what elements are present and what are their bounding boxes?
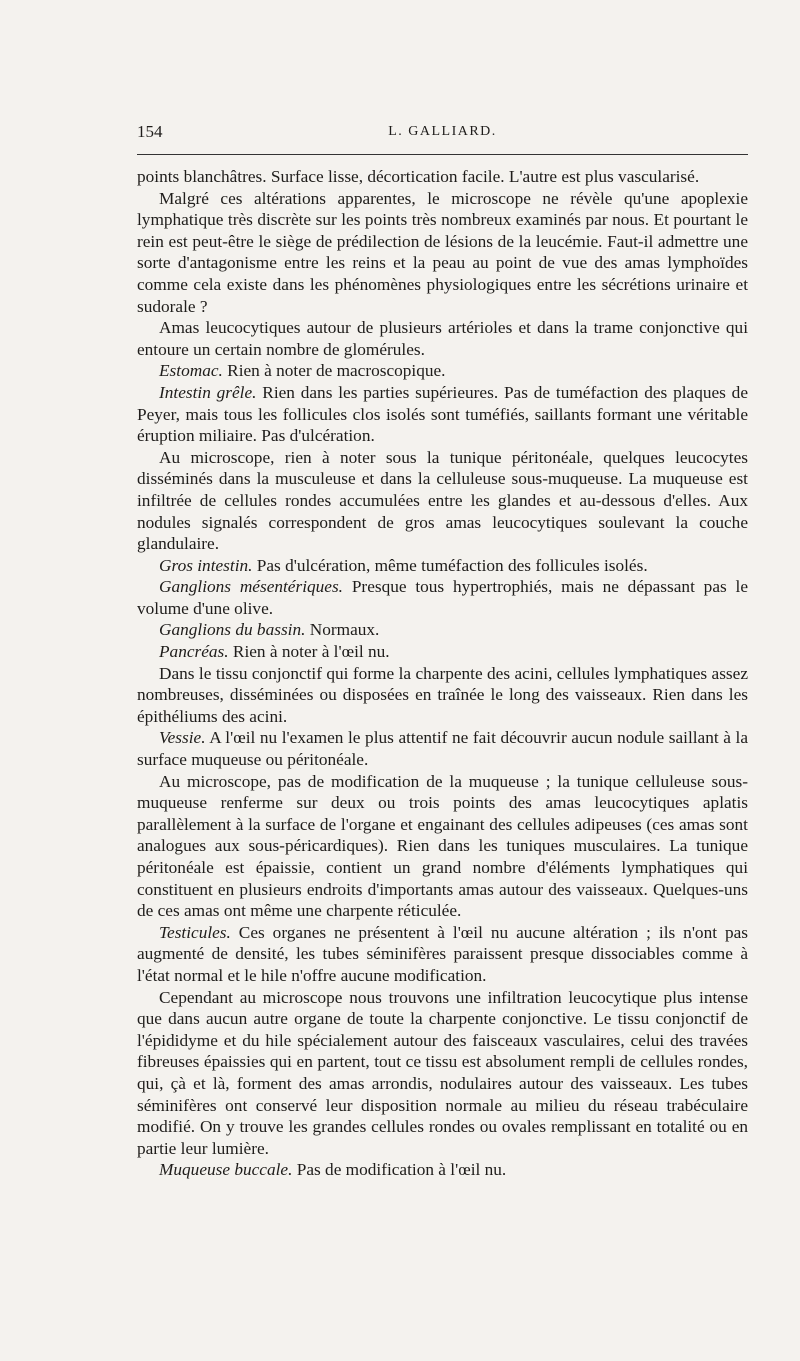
body-text bbox=[137, 166, 748, 1181]
section-lead: Testicules. bbox=[159, 922, 231, 942]
section-lead: Ganglions mésentériques. bbox=[159, 577, 344, 597]
paragraph: Au microscope, rien à noter sous la tunique péritonéale, quelques leucocytes disséminés dans la musculeuse et dans la celluleuse sous-muqueuse. La muqueuse est infiltrée de cellules rondes accumulées entre les glandes et au-dessous d'elles. Aux nodules signalés correspondent de gros amas leucocytiques soulevant la couche glandulaire. bbox=[137, 447, 748, 554]
paragraph: Intestin grêle. Rien dans les parties supérieures. Pas de tuméfaction des plaques de Peyer, mais tous les follicules clos isolés sont tuméfiés, saillants formant une véritable éruption miliaire. Pas d'ulcération. bbox=[137, 382, 748, 446]
paragraph: Amas leucocytiques autour de plusieurs artérioles et dans la trame conjonctive qui entoure un certain nombre de glomérules. bbox=[137, 318, 748, 359]
section-lead: Vessie. bbox=[159, 728, 206, 748]
paragraph: Muqueuse buccale. Pas de modification à l'œil nu. bbox=[159, 1160, 507, 1180]
section-lead: Ganglions du bassin. bbox=[159, 620, 306, 640]
section-lead: Pancréas. bbox=[159, 642, 229, 662]
section-lead: Intestin grêle. bbox=[159, 382, 257, 402]
paragraph: points blanchâtres. Surface lisse, décortication facile. L'autre est plus vascularisé. bbox=[137, 167, 700, 186]
paragraph: Malgré ces altérations apparentes, le microscope ne révèle qu'une apoplexie lymphatique très discrète sur les points très nombreux examinés par nous. Et pourtant le rein est peut-être le siège de prédilection de lésions de la leucémie. Faut-il admettre une sorte d'antagonisme entre les reins et la peau au point de vue des amas lymphoïdes comme cela existe dans les phénomènes physiologiques entre les sécrétions urinaire et sudorale ? bbox=[137, 188, 748, 316]
paragraph: Pancréas. Rien à noter à l'œil nu. bbox=[159, 642, 390, 662]
page-number: 154 bbox=[137, 122, 163, 141]
paragraph: Gros intestin. Pas d'ulcération, même tuméfaction des follicules isolés. bbox=[159, 555, 648, 575]
section-lead: Estomac. bbox=[159, 361, 223, 381]
running-title: L. GALLIARD. bbox=[388, 124, 497, 139]
paragraph: Ganglions mésentériques. Presque tous hypertrophiés, mais ne dépassant pas le volume d'une olive. bbox=[137, 577, 748, 618]
paragraph: Dans le tissu conjonctif qui forme la charpente des acini, cellules lymphatiques assez nombreuses, disséminées ou disposées en traînée le long des vaisseaux. Rien dans les épithéliums des acini. bbox=[137, 663, 748, 726]
paragraph: Au microscope, pas de modification de la muqueuse ; la tunique celluleuse sous-muqueuse renferme sur deux ou trois points des amas leucocytiques aplatis parallèlement à la surface de l'organe et engainant des cellules adipeuses (ces amas sont analogues aux sous-péricardiques). Rien dans les tuniques musculaires. La tunique péritonéale est épaissie, contient un grand nombre d'éléments lymphatiques qui constituent en plusieurs endroits d'importants amas autour des vaisseaux. Quelques-uns de ces amas ont même une charpente réticulée. bbox=[137, 771, 748, 921]
page-header bbox=[137, 122, 748, 144]
section-lead: Muqueuse buccale. bbox=[159, 1160, 293, 1180]
paragraph: Testicules. Ces organes ne présentent à l'œil nu aucune altération ; ils n'ont pas augmenté de densité, les tubes séminifères paraissent presque dissociables comme à l'état normal et le hile n'offre aucune modification. bbox=[137, 922, 748, 985]
paragraph: Estomac. Rien à noter de macroscopique. bbox=[159, 361, 446, 381]
paragraph: Vessie. A l'œil nu l'examen le plus attentif ne fait découvrir aucun nodule saillant à la surface muqueuse ou péritonéale. bbox=[137, 728, 748, 770]
section-lead: Gros intestin. bbox=[159, 555, 253, 575]
header-rule bbox=[137, 154, 748, 155]
paragraph: Cependant au microscope nous trouvons une infiltration leucocytique plus intense que dans aucun autre organe de toute la charpente conjonctive. Le tissu conjonctif de l'épididyme et du hile spécialement autour des faisceaux vasculaires, celui des travées fibreuses épaissies qui en partent, tout ce tissu est absolument rempli de cellules rondes, qui, çà et là, forment des amas arrondis, nodulaires autour des vaisseaux. Les tubes séminifères ont conservé leur disposition normale au milieu du réseau trabéculaire modifié. On y trouve les grandes cellules rondes ou ovales remplissant en totalité ou en partie leur lumière. bbox=[137, 987, 748, 1158]
paragraph: Ganglions du bassin. Normaux. bbox=[159, 620, 380, 640]
